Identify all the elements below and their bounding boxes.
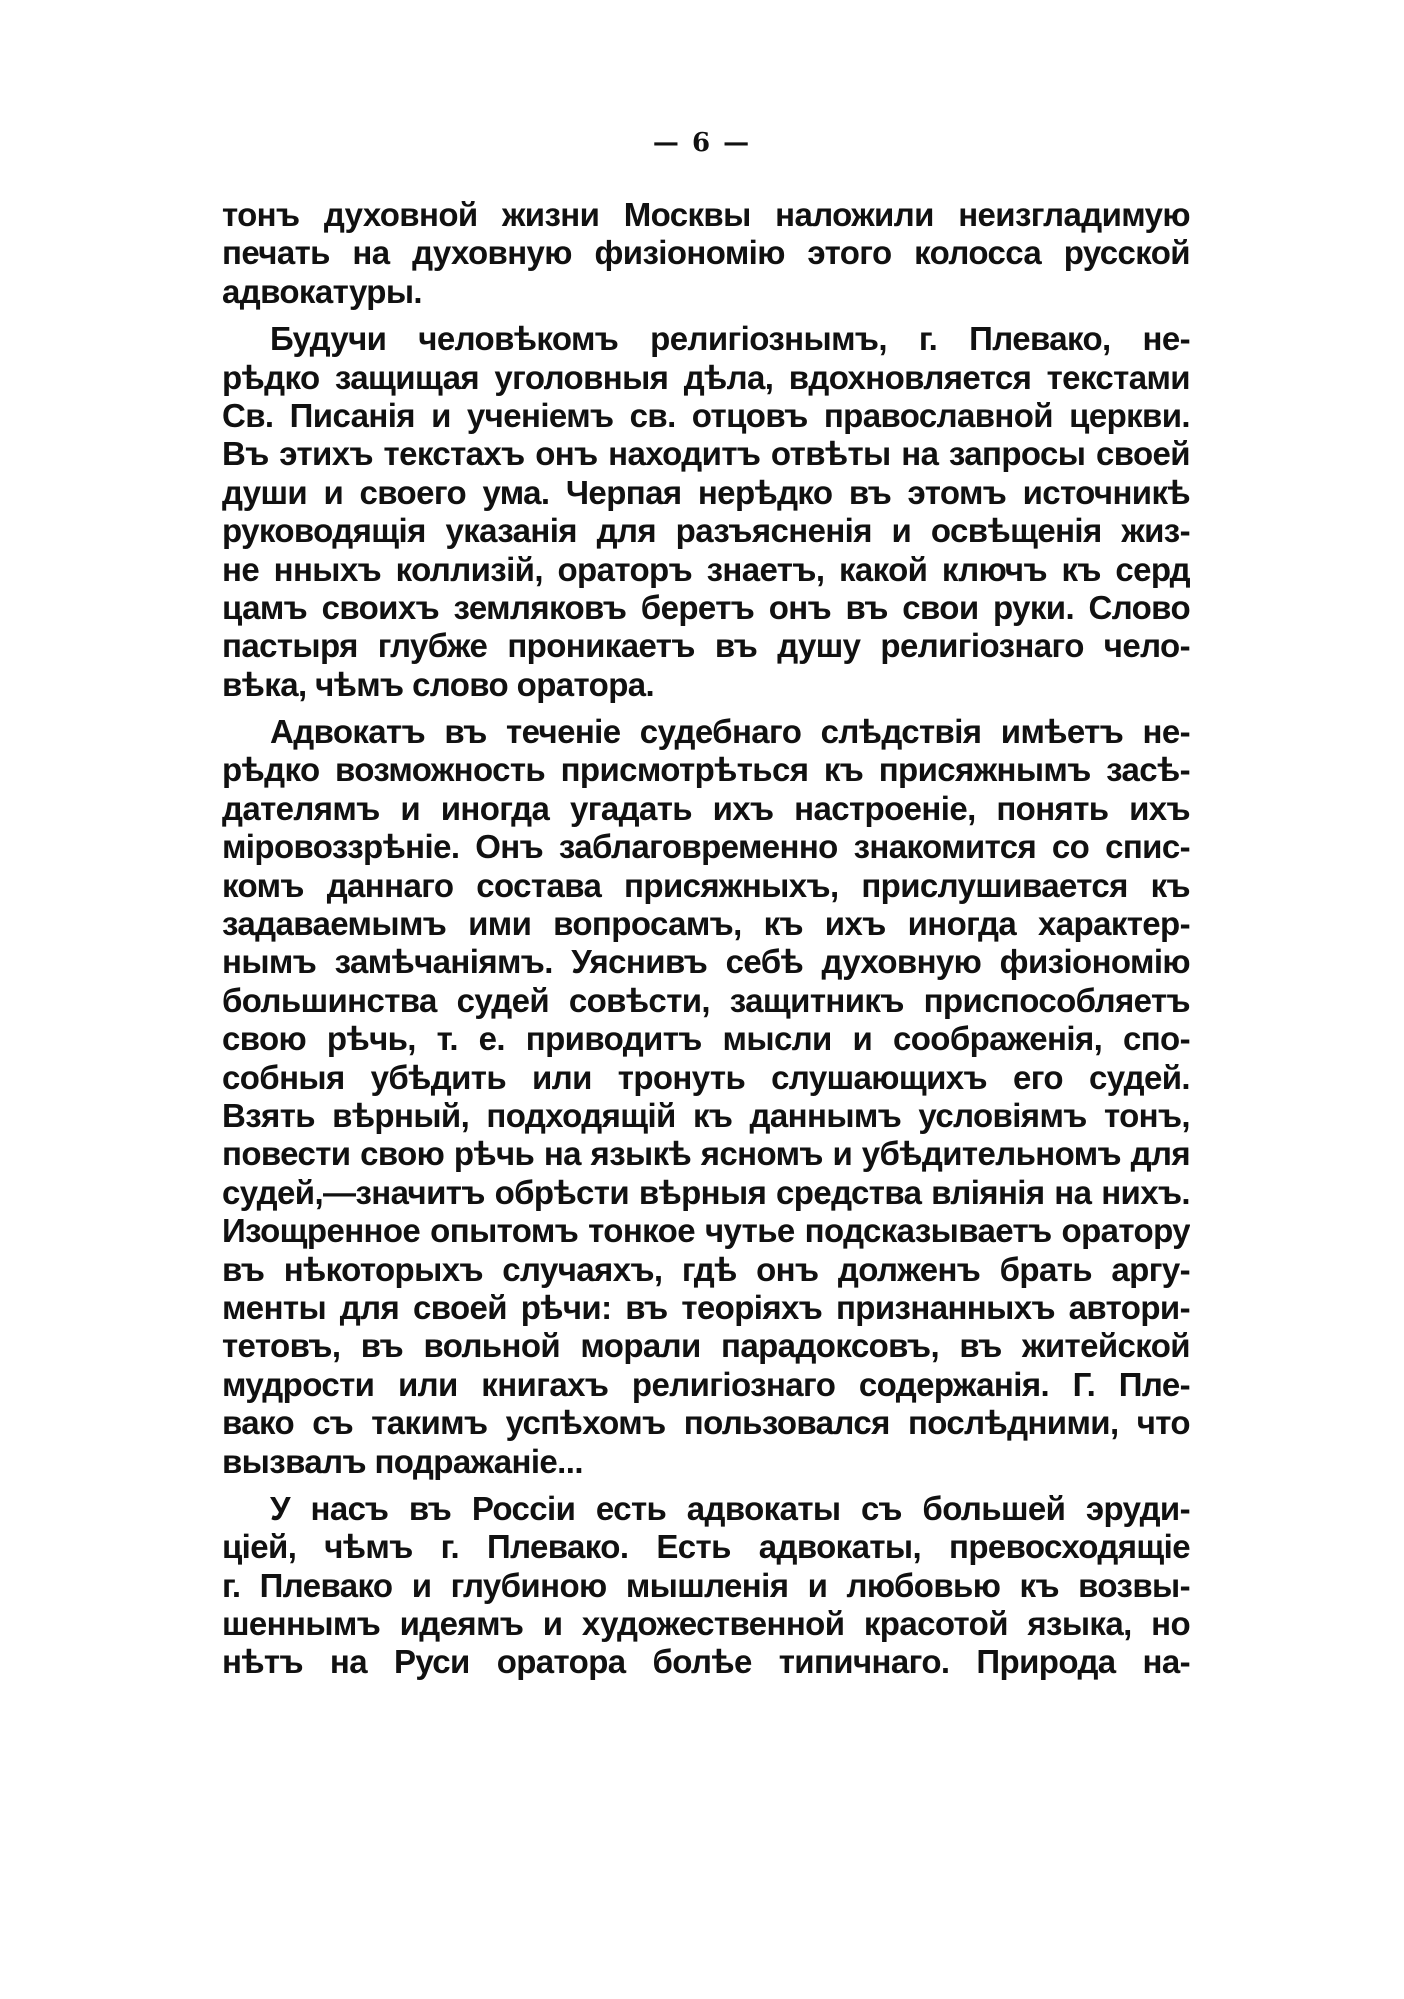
text-line: вызвалъ подражаніе... (222, 1442, 583, 1480)
text-line: нѣтъ на Руси оратора болѣе типичнаго. Природа на- (222, 1643, 1190, 1681)
body-text (222, 196, 1190, 1682)
text-line: свою рѣчь, т. е. приводитъ мысли и соображенія, спо- (222, 1020, 1190, 1058)
text-line: цамъ своихъ земляковъ беретъ онъ въ свои руки. Слово (222, 588, 1190, 626)
text-line: задаваемымъ ими вопросамъ, къ ихъ иногда характер- (222, 905, 1190, 943)
paragraph (222, 1490, 1190, 1682)
text-line: собныя убѣдить или тронуть слушающихъ его судей. (222, 1058, 1190, 1096)
text-line: тетовъ, въ вольной морали парадоксовъ, въ житейской (222, 1327, 1190, 1365)
text-line: Адвокатъ въ теченіе судебнаго слѣдствія имѣетъ не- (270, 713, 1190, 751)
paragraph (222, 320, 1190, 704)
page-number: — 6 — (652, 128, 752, 158)
text-line: міровоззрѣніе. Онъ заблаговременно знакомится со спис- (222, 828, 1190, 866)
text-line: адвокатуры. (222, 272, 422, 310)
text-line: У насъ въ Россіи есть адвокаты съ большей эруди- (270, 1489, 1190, 1527)
text-line: вако съ такимъ успѣхомъ пользовался послѣдними, что (222, 1404, 1190, 1442)
text-line: Въ этихъ текстахъ онъ находитъ отвѣты на запросы своей (222, 435, 1190, 473)
text-line: шеннымъ идеямъ и художественной красотой языка, но (222, 1605, 1190, 1643)
paragraph (222, 713, 1190, 1481)
text-line: судей,—значитъ обрѣсти вѣрныя средства вліянія на нихъ. (222, 1173, 1190, 1211)
text-line: Взять вѣрный, подходящій къ даннымъ условіямъ тонъ, (222, 1096, 1190, 1134)
text-line: тонъ духовной жизни Москвы наложили неизгладимую (222, 196, 1190, 233)
text-line: комъ даннаго состава присяжныхъ, прислушивается къ (222, 866, 1190, 904)
text-line: мудрости или книгахъ религіознаго содержанія. Г. Пле- (222, 1365, 1190, 1403)
text-line: рѣдко защищая уголовныя дѣла, вдохновляется текстами (222, 358, 1190, 396)
text-line: дателямъ и иногда угадать ихъ настроеніе, понять ихъ (222, 789, 1190, 827)
text-line: руководящія указанія для разъясненія и освѣщенія жиз- (222, 512, 1190, 550)
text-line: Изощренное опытомъ тонкое чутье подсказываетъ оратору (222, 1212, 1190, 1250)
text-line: рѣдко возможность присмотрѣться къ присяжнымъ засѣ- (222, 751, 1190, 789)
text-line: вѣка, чѣмъ слово оратора. (222, 665, 655, 703)
text-line: нымъ замѣчаніямъ. Уяснивъ себѣ духовную физіономію (222, 943, 1190, 981)
text-line: большинства судей совѣсти, защитникъ приспособляетъ (222, 981, 1190, 1019)
text-line: г. Плевако и глубиною мышленія и любовью къ возвы- (222, 1566, 1190, 1604)
text-line: не нныхъ коллизій, ораторъ знаетъ, какой ключъ къ серд (222, 550, 1190, 588)
text-line: печать на духовную физіономію этого колосса русской (222, 234, 1190, 272)
text-line: ціей, чѣмъ г. Плевако. Есть адвокаты, превосходящіе (222, 1528, 1190, 1566)
paragraph (222, 196, 1190, 311)
text-line: повести свою рѣчь на языкѣ ясномъ и убѣдительномъ для (222, 1135, 1190, 1173)
text-line: пастыря глубже проникаетъ въ душу религіознаго чело- (222, 627, 1190, 665)
text-line: менты для своей рѣчи: въ теоріяхъ признанныхъ автори- (222, 1288, 1190, 1326)
text-line: въ нѣкоторыхъ случаяхъ, гдѣ онъ долженъ брать аргу- (222, 1250, 1190, 1288)
text-line: души и своего ума. Черпая нерѣдко въ этомъ источникѣ (222, 473, 1190, 511)
text-line: Св. Писанія и ученіемъ св. отцовъ православной церкви. (222, 396, 1190, 434)
text-line: Будучи человѣкомъ религіознымъ, г. Плевако, не- (270, 320, 1190, 358)
